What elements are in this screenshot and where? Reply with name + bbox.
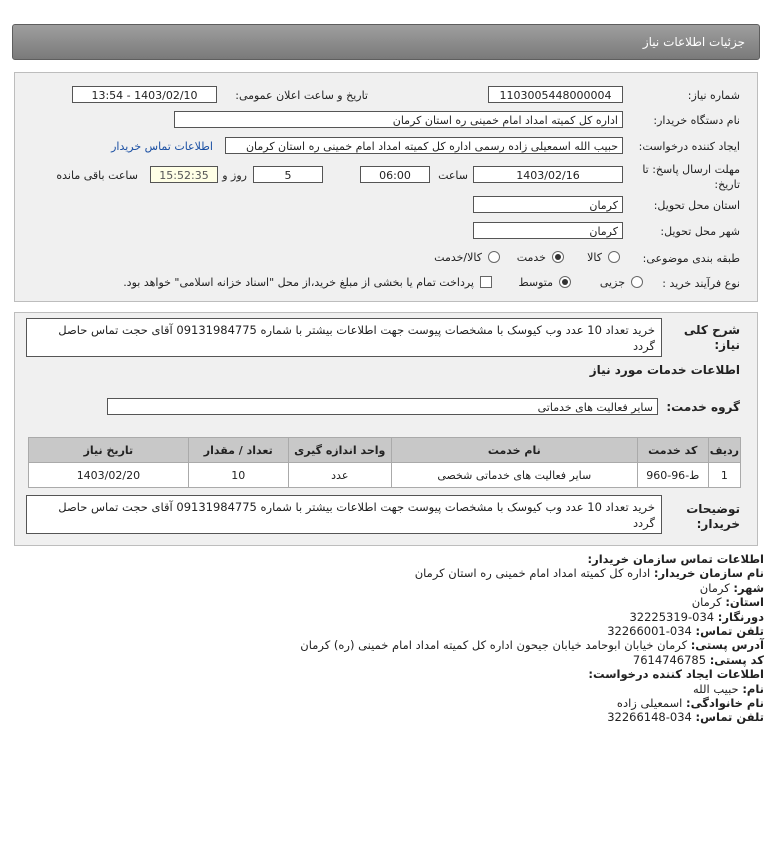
category-goods-service-label: کالا/خدمت bbox=[434, 251, 482, 264]
announce-label: تاریخ و ساعت اعلان عمومی: bbox=[235, 89, 368, 102]
creator-last-name: نام خانوادگی: اسمعیلی زاده bbox=[616, 696, 764, 711]
creator-heading: اطلاعات ایجاد کننده درخواست: bbox=[588, 667, 764, 682]
buyer-notes-label-2: خریدار: bbox=[696, 517, 740, 531]
process-radio-minor[interactable] bbox=[631, 276, 643, 288]
need-no-field[interactable]: 1103005448000004 bbox=[488, 86, 623, 103]
page-title: جزئیات اطلاعات نیاز bbox=[642, 35, 745, 49]
contact-org: نام سازمان خریدار: اداره کل کمیته امداد امام خمینی ره استان کرمان bbox=[414, 566, 764, 581]
buyer-org-field[interactable]: اداره کل کمیته امداد امام خمینی ره استان کرمان bbox=[174, 111, 623, 128]
category-service-label: خدمت bbox=[516, 251, 546, 264]
col-code: کد خدمت bbox=[637, 438, 708, 463]
province-field[interactable]: کرمان bbox=[473, 196, 623, 213]
province-label: استان محل تحویل: bbox=[653, 199, 740, 212]
page-header bbox=[12, 24, 760, 60]
buyer-contact-link[interactable]: اطلاعات تماس خریدار bbox=[111, 140, 213, 153]
category-radio-goods[interactable] bbox=[608, 251, 620, 263]
col-qty: تعداد / مقدار bbox=[188, 438, 288, 463]
days-field[interactable]: 5 bbox=[253, 166, 323, 183]
process-medium-label: متوسط bbox=[518, 276, 553, 289]
creator-field[interactable]: حبیب الله اسمعیلی زاده رسمی اداره کل کمیته امداد امام خمینی ره استان کرمان bbox=[225, 137, 623, 154]
buyer-org-label: نام دستگاه خریدار: bbox=[653, 114, 740, 127]
category-radio-goods-service[interactable] bbox=[488, 251, 500, 263]
cell-name: سایر فعالیت های خدماتی شخصی bbox=[391, 463, 637, 488]
service-group-label: گروه خدمت: bbox=[666, 400, 740, 414]
days-label: روز و bbox=[222, 169, 247, 182]
remaining-label: ساعت باقی مانده bbox=[56, 169, 138, 182]
services-heading: اطلاعات خدمات مورد نیاز bbox=[589, 363, 740, 377]
creator-phone: تلفن تماس: 034-32266148 bbox=[607, 710, 764, 725]
contact-address: آدرس پستی: کرمان خیابان ابوحامد خیابان جیحون اداره کل کمیته امداد امام خمینی (ره) کرمان bbox=[300, 638, 764, 653]
services-table bbox=[28, 437, 741, 488]
col-row: ردیف bbox=[708, 438, 740, 463]
cell-date: 1403/02/20 bbox=[29, 463, 189, 488]
remaining-time-field: 15:52:35 bbox=[150, 166, 218, 183]
contact-province: استان: کرمان bbox=[691, 595, 764, 610]
deadline-hour-field[interactable]: 06:00 bbox=[360, 166, 430, 183]
col-name: نام خدمت bbox=[391, 438, 637, 463]
cell-row: 1 bbox=[708, 463, 740, 488]
treasury-note: پرداخت تمام یا بخشی از مبلغ خرید،از محل "اسناد خزانه اسلامی" خواهد بود. bbox=[123, 276, 474, 289]
city-label: شهر محل تحویل: bbox=[660, 225, 740, 238]
process-minor-label: جزیی bbox=[599, 276, 625, 289]
contact-phone: تلفن تماس: 034-32266001 bbox=[607, 624, 764, 639]
table-row bbox=[29, 463, 741, 488]
category-label: طبقه بندی موضوعی: bbox=[642, 252, 740, 265]
announce-field[interactable]: 1403/02/10 - 13:54 bbox=[72, 86, 217, 103]
buyer-notes-label: توضیحات bbox=[686, 502, 740, 516]
need-no-label: شماره نیاز: bbox=[687, 89, 740, 102]
category-goods-label: کالا bbox=[587, 251, 602, 264]
summary-label-2: نیاز: bbox=[714, 338, 740, 352]
contact-postal: کد پستی: 7614746785 bbox=[632, 652, 764, 667]
cell-unit: عدد bbox=[288, 463, 391, 488]
deadline-label: مهلت ارسال پاسخ: تا bbox=[642, 163, 740, 176]
buyer-contact-section bbox=[4, 552, 764, 725]
category-radio-service[interactable] bbox=[552, 251, 564, 263]
city-field[interactable]: کرمان bbox=[473, 222, 623, 239]
treasury-checkbox[interactable] bbox=[480, 276, 492, 288]
deadline-label-date: تاریخ: bbox=[714, 178, 740, 191]
summary-label: شرح کلی bbox=[683, 323, 740, 337]
col-date: تاریخ نیاز bbox=[29, 438, 189, 463]
deadline-hour-label: ساعت bbox=[438, 169, 468, 182]
contact-heading: اطلاعات تماس سازمان خریدار: bbox=[587, 552, 764, 566]
contact-city: شهر: کرمان bbox=[699, 580, 764, 595]
process-radio-medium[interactable] bbox=[559, 276, 571, 288]
contact-fax: دورنگار: 034-32225319 bbox=[629, 609, 764, 624]
creator-label: ایجاد کننده درخواست: bbox=[638, 140, 740, 153]
deadline-date-field[interactable]: 1403/02/16 bbox=[473, 166, 623, 183]
process-label: نوع فرآیند خرید : bbox=[662, 277, 740, 290]
cell-code: ط-96-960 bbox=[637, 463, 708, 488]
service-group-field[interactable]: سایر فعالیت های خدماتی bbox=[107, 398, 658, 415]
creator-first-name: نام: حبیب الله bbox=[693, 681, 764, 696]
col-unit: واحد اندازه گیری bbox=[288, 438, 391, 463]
summary-text: خرید تعداد 10 عدد وب کیوسک با مشخصات پیوست جهت اطلاعات بیشتر با شماره 09131984775 آقای حجت تماس حاصل گردد bbox=[26, 318, 662, 357]
need-info-panel bbox=[14, 72, 758, 302]
buyer-notes-text: خرید تعداد 10 عدد وب کیوسک با مشخصات پیوست جهت اطلاعات بیشتر با شماره 09131984775 آقای حجت تماس حاصل گردد bbox=[26, 495, 662, 534]
table-header-row bbox=[29, 438, 741, 463]
cell-qty: 10 bbox=[188, 463, 288, 488]
